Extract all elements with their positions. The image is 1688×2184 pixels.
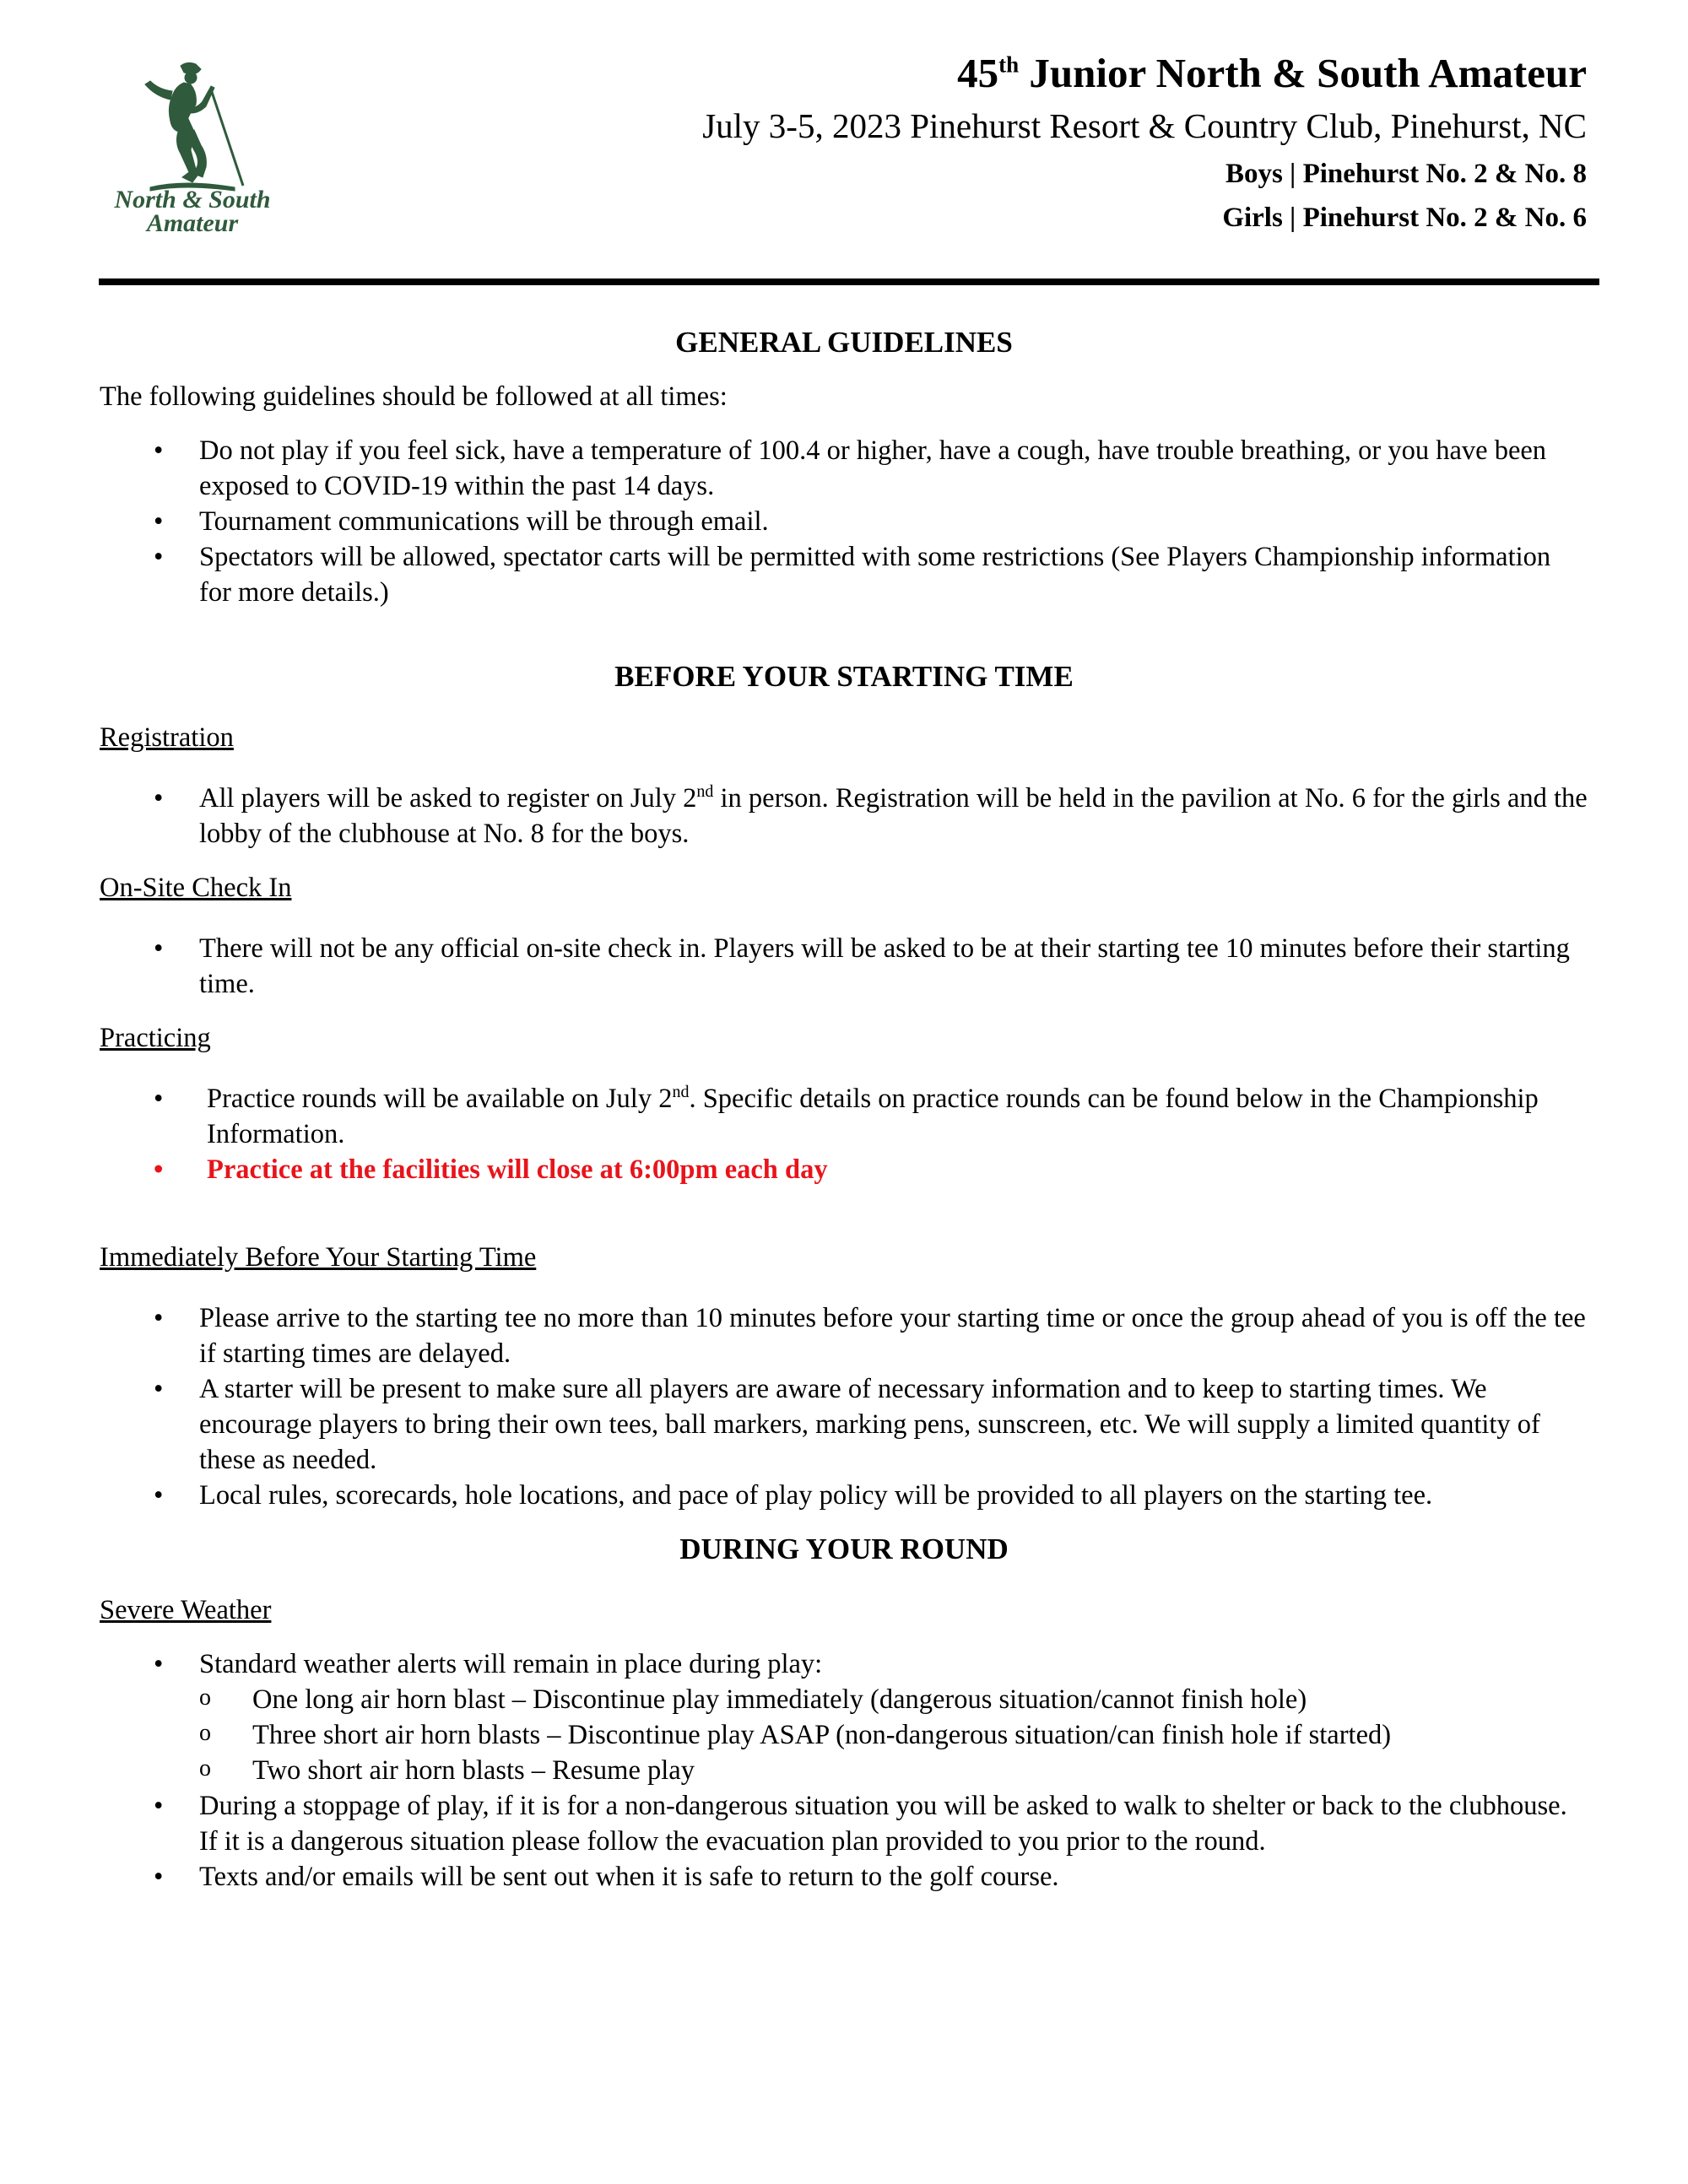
boys-courses: Boys | Pinehurst No. 2 & No. 8 bbox=[1225, 158, 1587, 189]
logo-text-line1: North & South bbox=[114, 186, 271, 214]
immediately-before-subheading: Immediately Before Your Starting Time bbox=[100, 1242, 537, 1273]
general-intro: The following guidelines should be followed at all times: bbox=[100, 381, 728, 412]
registration-list bbox=[100, 781, 1588, 851]
list-item: • Please arrive to the starting tee no more than 10 minutes before your starting time or once the group ahead of you is off the tee if starting times are delayed. bbox=[100, 1300, 1588, 1371]
severe-weather-subheading: Severe Weather bbox=[100, 1595, 272, 1625]
list-item: • Spectators will be allowed, spectator carts will be permitted with some restrictions (See Players Championship information for more details.) bbox=[100, 539, 1588, 610]
list-item: • There will not be any official on-site check in. Players will be asked to be at their starting tee 10 minutes before their starting time. bbox=[100, 931, 1588, 1002]
general-guidelines-list bbox=[100, 433, 1588, 610]
logo-text-line2: Amateur bbox=[146, 209, 239, 235]
title-text: Junior North & South Amateur bbox=[1019, 50, 1587, 96]
list-item: • Do not play if you feel sick, have a temperature of 100.4 or higher, have a cough, have trouble breathing, or you have been exposed to COVID-19 within the past 14 days. bbox=[100, 433, 1588, 504]
horn-signal-item: o One long air horn blast – Discontinue play immediately (dangerous situation/cannot finish hole) bbox=[199, 1682, 1588, 1717]
list-item: • Practice rounds will be available on July 2nd. Specific details on practice rounds can be found below in the Championship Information. bbox=[100, 1081, 1588, 1152]
checkin-list bbox=[100, 931, 1588, 1002]
list-item: • All players will be asked to register on July 2nd in person. Registration will be held in the pavilion at No. 6 for the girls and the lobby of the clubhouse at No. 8 for the boys. bbox=[100, 781, 1588, 851]
list-item: • Standard weather alerts will remain in place during play: o One long air horn blast – Discontinue play immediately (dangerous situation/cannot finish hole) o Three short air horn blasts – Discontinue play ASAP (non-dangerous situation/can finish hole if started) o Two short air horn blasts – Resume play bbox=[100, 1646, 1588, 1788]
title-ordinal: th bbox=[998, 51, 1020, 78]
general-guidelines-heading: GENERAL GUIDELINES bbox=[675, 326, 1013, 359]
checkin-subheading: On-Site Check In bbox=[100, 873, 292, 903]
title-number: 45 bbox=[957, 50, 999, 96]
immediately-before-list bbox=[100, 1300, 1588, 1513]
list-item: • A starter will be present to make sure all players are aware of necessary information and to keep to starting times. We encourage players to bring their own tees, ball markers, marking pens, sunscreen, etc. We will supply a limited quantity of these as needed. bbox=[100, 1371, 1588, 1478]
header-block bbox=[702, 47, 1587, 237]
event-dates-location: July 3-5, 2023 Pinehurst Resort & Country Club, Pinehurst, NC bbox=[702, 106, 1587, 146]
horn-signal-item: o Three short air horn blasts – Discontinue play ASAP (non-dangerous situation/can finish hole if started) bbox=[199, 1717, 1588, 1753]
list-item: • During a stoppage of play, if it is for a non-dangerous situation you will be asked to walk to shelter or back to the clubhouse. If it is a dangerous situation please follow the evacuation plan provided to you prior to the round. bbox=[100, 1788, 1588, 1859]
severe-weather-list bbox=[100, 1646, 1588, 1895]
during-round-heading: DURING YOUR ROUND bbox=[679, 1533, 1009, 1565]
practice-close-alert: • Practice at the facilities will close at 6:00pm each day bbox=[100, 1152, 1588, 1187]
horn-signal-item: o Two short air horn blasts – Resume play bbox=[199, 1753, 1588, 1788]
page-title bbox=[702, 47, 1587, 99]
header-divider bbox=[99, 278, 1599, 285]
north-south-amateur-logo bbox=[100, 57, 285, 235]
list-item: • Tournament communications will be through email. bbox=[100, 504, 1588, 539]
before-starting-time-heading: BEFORE YOUR STARTING TIME bbox=[614, 660, 1074, 693]
list-item: • Texts and/or emails will be sent out when it is safe to return to the golf course. bbox=[100, 1859, 1588, 1895]
horn-signal-list bbox=[199, 1682, 1588, 1788]
practicing-subheading: Practicing bbox=[100, 1023, 211, 1053]
registration-subheading: Registration bbox=[100, 722, 234, 753]
girls-courses: Girls | Pinehurst No. 2 & No. 6 bbox=[1222, 202, 1587, 233]
document-body bbox=[100, 325, 1588, 1895]
list-item: • Local rules, scorecards, hole locations, and pace of play policy will be provided to all players on the starting tee. bbox=[100, 1478, 1588, 1513]
practicing-list bbox=[100, 1081, 1588, 1187]
